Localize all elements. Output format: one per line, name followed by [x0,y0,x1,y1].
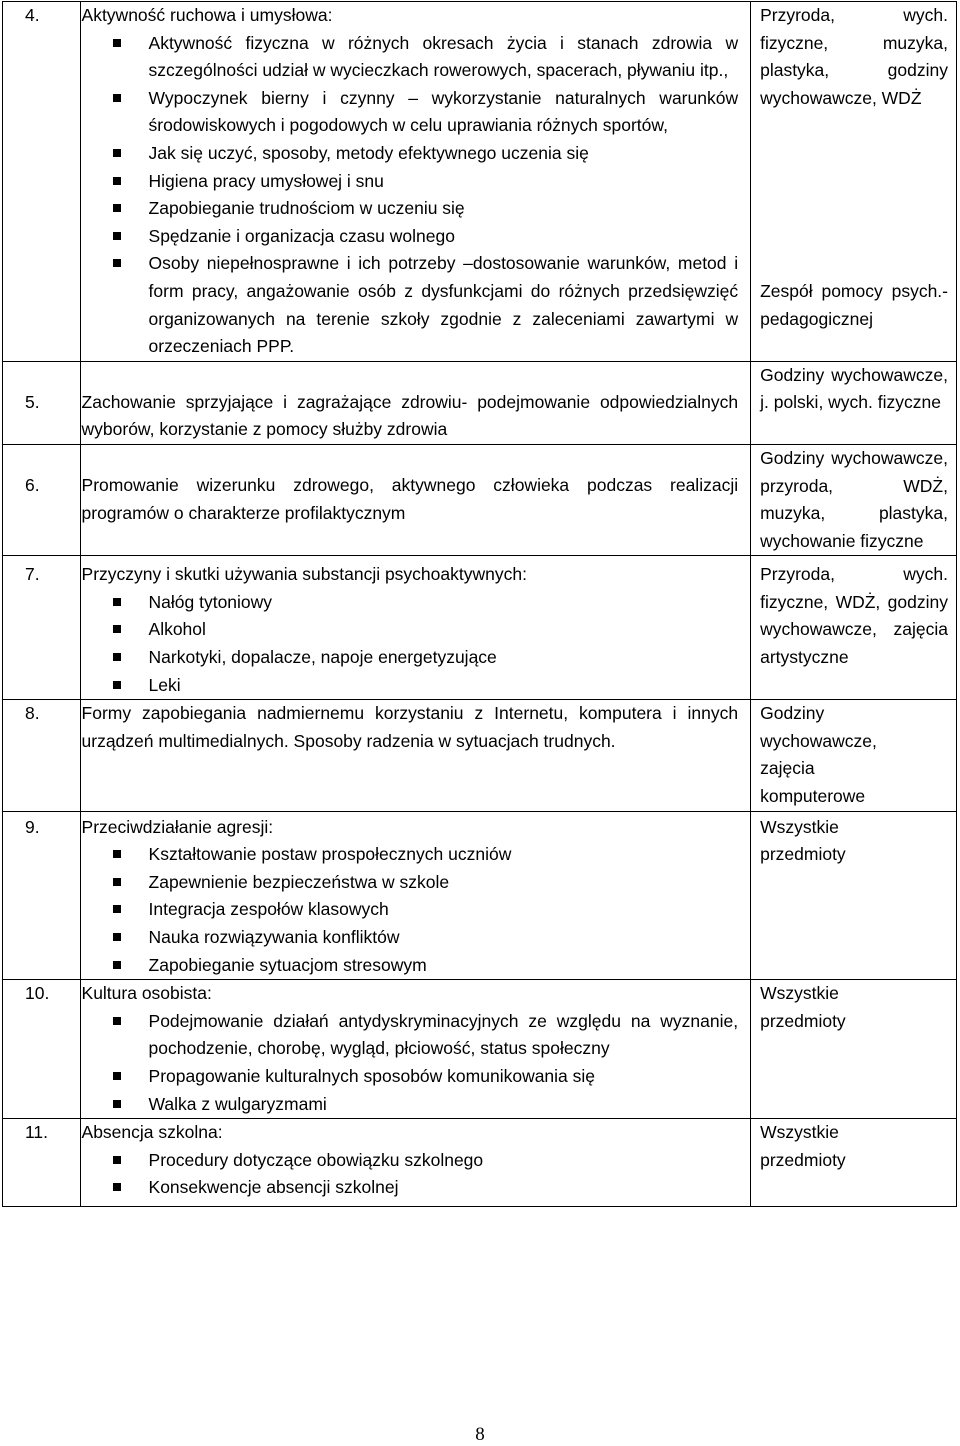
row-description [80,444,751,555]
table-row [3,444,957,555]
responsible-text: Przyroda, wych. fizyczne, muzyka, plastyka, godziny wychowawcze, WDŻ [760,5,948,108]
table-row [3,1119,957,1207]
row-title: Przeciwdziałanie agresji: [81,816,274,837]
bullet-list [82,589,739,699]
responsible-text: Przyroda, wych. fizyczne, WDŻ, godziny wychowawcze, zajęcia artystyczne [760,564,948,668]
row-description [80,2,751,362]
row-responsible [751,361,957,444]
list-item: Zapobieganie trudnościom w uczeniu się [149,195,739,223]
list-item: Podejmowanie działań antydyskryminacyjnych ze względu na wyznanie, pochodzenie, chorobę, wygląd, płciowość, status społeczny [149,1008,739,1063]
list-item: Alkohol [149,616,739,644]
row-description [80,556,751,700]
bullet-list [82,30,739,361]
responsible-text-2: Zespół pomocy psych.- pedagogicznej [760,281,948,329]
list-item: Narkotyki, dopalacze, napoje energetyzujące [149,644,739,672]
program-table [2,1,957,1207]
row-description [80,361,751,444]
list-item: Kształtowanie postaw prospołecznych uczniów [149,841,739,869]
responsible-text: Wszystkie przedmioty [760,816,846,865]
table-row [3,2,957,362]
row-description [80,1119,751,1207]
list-item: Propagowanie kulturalnych sposobów komunikowania się [149,1063,739,1091]
row-description [80,700,751,811]
list-item: Jak się uczyć, sposoby, metody efektywnego uczenia się [149,140,739,168]
list-item: Zapobieganie sytuacjom stresowym [149,952,739,980]
table-row [3,556,957,700]
row-responsible [751,1119,957,1207]
row-number: 11. [3,1119,81,1207]
row-description [80,811,751,980]
row-text: Promowanie wizerunku zdrowego, aktywnego człowieka podczas realizacji programów o charakterze profilaktycznym [81,474,739,523]
list-item: Nauka rozwiązywania konfliktów [149,924,739,952]
row-number: 9. [3,811,81,980]
row-text: Formy zapobiegania nadmiernemu korzystaniu z Internetu, komputera i innych urządzeń multimedialnych. Sposoby radzenia w sytuacjach trudnych. [81,703,739,751]
table-row [3,700,957,811]
row-responsible [751,444,957,555]
row-number: 10. [3,980,81,1119]
responsible-text: Godziny wychowawcze, zajęcia komputerowe [760,703,877,807]
row-number: 4. [3,2,81,362]
responsible-text: Godziny wychowawcze, przyroda, WDŻ, muzyka, plastyka, wychowanie fizyczne [760,447,948,551]
row-number: 7. [3,556,81,700]
bullet-list [82,1008,739,1118]
list-item: Leki [149,672,739,700]
responsible-text: Wszystkie przedmioty [760,1122,846,1170]
responsible-text: Godziny wychowawcze, j. polski, wych. fizyczne [760,364,948,413]
row-title: Aktywność ruchowa i umysłowa: [81,5,333,25]
responsible-text: Wszystkie przedmioty [760,983,846,1031]
list-item: Aktywność fizyczna w różnych okresach życia i stanach zdrowia w szczególności udział w wycieczkach rowerowych, spacerach, pływaniu itp., [149,30,739,85]
table-row [3,361,957,444]
list-item: Integracja zespołów klasowych [149,896,739,924]
row-number: 8. [3,700,81,811]
list-item: Spędzanie i organizacja czasu wolnego [149,223,739,251]
list-item: Osoby niepełnosprawne i ich potrzeby –dostosowanie warunków, metod i form pracy, angażowanie osób z dysfunkcjami do różnych przedsięwzięć organizowanych na terenie szkoły zgodnie z zaleceniami zawartymi w orzeczeniach PPP. [149,250,739,360]
row-title: Kultura osobista: [81,983,212,1004]
row-text: Zachowanie sprzyjające i zagrażające zdrowiu- podejmowanie odpowiedzialnych wyborów, korzystanie z pomocy służby zdrowia [81,391,739,440]
list-item: Wypoczynek bierny i czynny – wykorzystanie naturalnych warunków środowiskowych i pogodowych w celu uprawiania różnych sportów, [149,85,739,140]
list-item: Higiena pracy umysłowej i snu [149,168,739,196]
bullet-list [82,841,739,979]
bullet-list [82,1147,739,1202]
row-responsible [751,2,957,362]
list-item: Zapewnienie bezpieczeństwa w szkole [149,869,739,897]
row-responsible [751,556,957,700]
row-title: Przyczyny i skutki używania substancji psychoaktywnych: [81,564,527,585]
row-description [80,980,751,1119]
row-number: 6. [3,444,81,555]
list-item: Nałóg tytoniowy [149,589,739,617]
list-item: Procedury dotyczące obowiązku szkolnego [149,1147,739,1175]
row-responsible [751,700,957,811]
row-responsible [751,811,957,980]
row-title: Absencja szkolna: [81,1122,223,1143]
row-responsible [751,980,957,1119]
list-item: Konsekwencje absencji szkolnej [149,1174,739,1202]
table-row [3,980,957,1119]
list-item: Walka z wulgaryzmami [149,1091,739,1119]
table-row [3,811,957,980]
row-number: 5. [3,361,81,444]
page-number: 8 [475,1424,485,1445]
